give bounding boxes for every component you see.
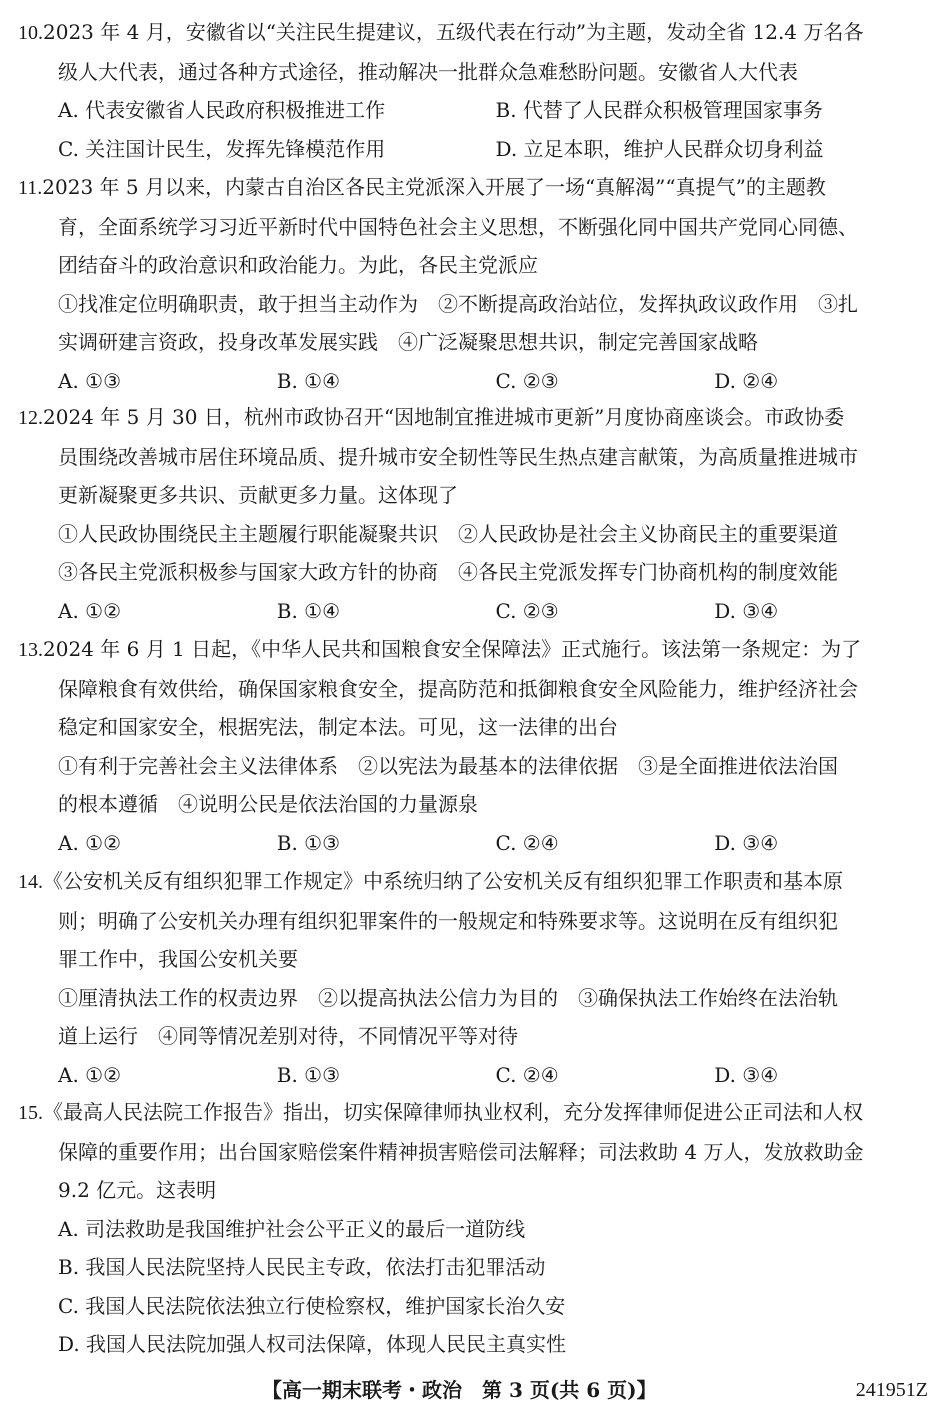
question-stem bbox=[18, 13, 933, 53]
stem-line: 《最高人民法院工作报告》指出，切实保障律师执业权利，充分发挥律师促进公正司法和人权 bbox=[43, 1100, 863, 1124]
statement-line: ①有利于完善社会主义法律体系 ②以宪法为最基本的法律依据 ③是全面推进依法治国 bbox=[58, 753, 838, 778]
options-row bbox=[18, 1056, 933, 1095]
options-row bbox=[18, 362, 933, 401]
option-c: C. ②④ bbox=[495, 830, 559, 855]
option-a: A. ①② bbox=[58, 1062, 122, 1087]
option-c: C. 我国人民法院依法独立行使检察权，维护国家长治久安 bbox=[58, 1293, 566, 1318]
stem-line: 保障的重要作用；出台国家赔偿案件精神损害赔偿司法解释；司法救助 4 万人，发放救助金 bbox=[58, 1139, 864, 1164]
option-d: D. 立足本职，维护人民群众切身利益 bbox=[495, 136, 824, 161]
options-row bbox=[18, 130, 933, 169]
statement-line: ①找准定位明确职责，敢于担当主动作为 ②不断提高政治站位，发挥执政议政作用 ③扎 bbox=[58, 291, 858, 316]
stem-line: 保障粮食有效供给，确保国家粮食安全，提高防范和抵御粮食安全风险能力，维护经济社会 bbox=[58, 676, 858, 701]
question-stem bbox=[18, 862, 933, 902]
statement-line: 的根本遵循 ④说明公民是依法治国的力量源泉 bbox=[58, 792, 478, 816]
option-a: A. ①③ bbox=[58, 368, 122, 393]
option-b: B. ①③ bbox=[276, 830, 341, 855]
stem-line: 育，全面系统学习习近平新时代中国特色社会主义思想，不断强化同中国共产党同心同德、 bbox=[58, 214, 858, 239]
page-footer bbox=[0, 1374, 950, 1406]
stem-line: 罪工作中，我国公安机关要 bbox=[58, 947, 298, 971]
option-c: C. ②④ bbox=[495, 1062, 559, 1087]
options-row bbox=[18, 592, 933, 631]
option-a: A. ①② bbox=[58, 830, 122, 855]
stem-line: 2024 年 5 月 30 日，杭州市政协召开“因地制宜推进城市更新”月度协商座谈会。市政协委 bbox=[43, 405, 845, 429]
option-d: D. 我国人民法院加强人权司法保障，体现人民民主真实性 bbox=[58, 1332, 567, 1356]
option-b: B. ①③ bbox=[276, 1062, 341, 1087]
option-d: D. ③④ bbox=[714, 830, 779, 855]
question-number: 12. bbox=[18, 407, 43, 429]
statement-line: ③各民主党派积极参与国家大政方针的协商 ④各民主党派发挥专门协商机构的制度效能 bbox=[58, 560, 838, 584]
statement-line: 道上运行 ④同等情况差别对待，不同情况平等对待 bbox=[58, 1024, 518, 1048]
question-stem bbox=[18, 1093, 933, 1133]
stem-line: 9.2 亿元。这表明 bbox=[58, 1178, 217, 1202]
option-b: B. ①④ bbox=[276, 598, 341, 623]
option-c: C. ②③ bbox=[495, 598, 559, 623]
question-stem bbox=[18, 398, 933, 438]
question-stem bbox=[18, 168, 933, 208]
question-14 bbox=[18, 862, 933, 1094]
option-d: D. ③④ bbox=[714, 598, 779, 623]
question-number: 15. bbox=[18, 1102, 43, 1124]
stem-line: 稳定和国家安全，根据宪法，制定本法。可见，这一法律的出台 bbox=[58, 715, 618, 739]
question-15 bbox=[18, 1093, 933, 1364]
question-12 bbox=[18, 398, 933, 630]
question-10 bbox=[18, 13, 933, 168]
stem-line: 级人大代表，通过各种方式途径，推动解决一批群众急难愁盼问题。安徽省人大代表 bbox=[58, 59, 798, 84]
footer-title: 【高一期末联考・政治 第 3 页(共 6 页)】 bbox=[262, 1378, 657, 1402]
option-d: D. ②④ bbox=[714, 368, 779, 393]
stem-line: 团结奋斗的政治意识和政治能力。为此，各民主党派应 bbox=[58, 253, 538, 277]
stem-line: 2023 年 5 月以来，内蒙古自治区各民主党派深入开展了一场“真解渴”“真提气”的主题教 bbox=[42, 175, 826, 199]
option-a: A. ①② bbox=[58, 598, 122, 623]
statement-line: 实调研建言资政，投身改革发展实践 ④广泛凝聚思想共识，制定完善国家战略 bbox=[58, 330, 758, 354]
option-b: B. ①④ bbox=[276, 368, 341, 393]
option-d: D. ③④ bbox=[714, 1062, 779, 1087]
stem-line: 《公安机关反有组织犯罪工作规定》中系统归纳了公安机关反有组织犯罪工作职责和基本原 bbox=[43, 869, 843, 893]
question-stem bbox=[18, 630, 933, 670]
question-number: 13. bbox=[18, 639, 43, 661]
option-c: C. ②③ bbox=[495, 368, 559, 393]
option-c: C. 关注国计民生，发挥先锋模范作用 bbox=[58, 136, 386, 161]
footer-code: 241951Z bbox=[855, 1379, 928, 1401]
stem-line: 则；明确了公安机关办理有组织犯罪案件的一般规定和特殊要求等。这说明在反有组织犯 bbox=[58, 908, 838, 933]
stem-line: 2023 年 4 月，安徽省以“关注民生提建议，五级代表在行动”为主题，发动全省 12.4 万名各 bbox=[43, 20, 864, 44]
option-b: B. 我国人民法院坚持人民民主专政，依法打击犯罪活动 bbox=[58, 1255, 546, 1279]
question-11 bbox=[18, 168, 933, 400]
question-13 bbox=[18, 630, 933, 862]
stem-line: 更新凝聚更多共识、贡献更多力量。这体现了 bbox=[58, 483, 458, 507]
stem-line: 员围绕改善城市居住环境品质、提升城市安全韧性等民生热点建言献策，为高质量推进城市 bbox=[58, 444, 858, 469]
option-b: B. 代替了人民群众积极管理国家事务 bbox=[495, 98, 823, 122]
option-a: A. 代表安徽省人民政府积极推进工作 bbox=[58, 98, 386, 122]
statement-line: ①厘清执法工作的权责边界 ②以提高执法公信力为目的 ③确保执法工作始终在法治轨 bbox=[58, 985, 838, 1010]
question-number: 10. bbox=[18, 22, 43, 44]
options-row bbox=[18, 824, 933, 863]
options-row bbox=[18, 91, 933, 130]
statement-line: ①人民政协围绕民主主题履行职能凝聚共识 ②人民政协是社会主义协商民主的重要渠道 bbox=[58, 521, 838, 546]
question-number: 14. bbox=[18, 871, 43, 893]
option-a: A. 司法救助是我国维护社会公平正义的最后一道防线 bbox=[58, 1216, 526, 1241]
stem-line: 2024 年 6 月 1 日起，《中华人民共和国粮食安全保障法》正式施行。该法第一条规定：为了 bbox=[43, 637, 862, 661]
question-number: 11. bbox=[18, 177, 43, 199]
